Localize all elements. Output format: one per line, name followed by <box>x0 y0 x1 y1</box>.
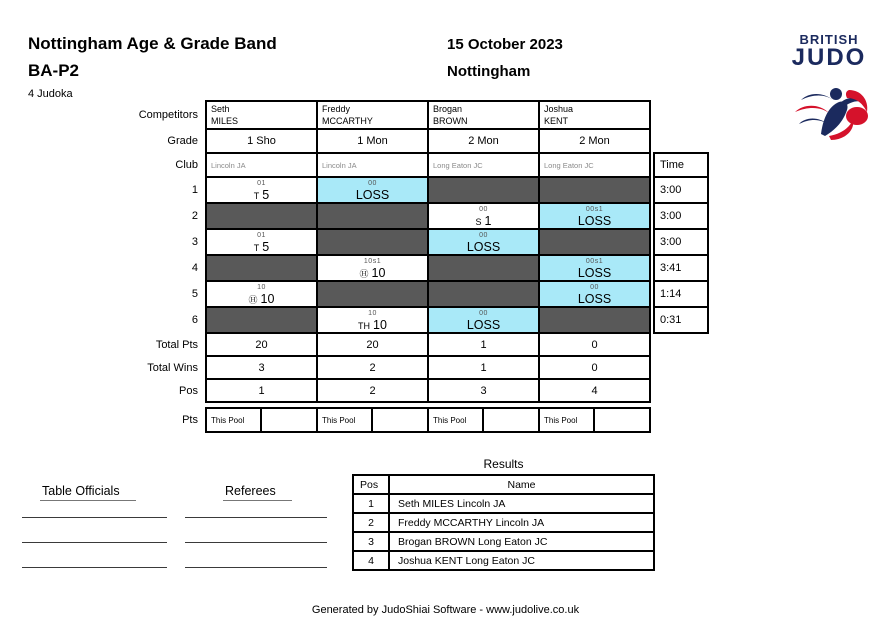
match-time: 1:14 <box>653 280 709 308</box>
event-location: Nottingham <box>447 63 531 80</box>
pos-cell: 2 <box>316 378 429 403</box>
this-pool-box: This Pool <box>538 407 595 433</box>
result-pos: 2 <box>352 512 390 533</box>
match-cell-empty <box>427 176 540 204</box>
loss-label: LOSS <box>466 318 501 332</box>
club-cell: Lincoln JA <box>316 152 429 178</box>
match-row <box>0 228 709 256</box>
results-header-row <box>352 474 655 495</box>
grade-cell: 1 Mon <box>316 128 429 154</box>
grade-cell: 2 Mon <box>427 128 540 154</box>
match-score <box>254 188 269 203</box>
scoreboard-code: 00 <box>590 284 599 291</box>
grade-row <box>0 128 709 154</box>
win-type-symbol: T <box>253 243 260 253</box>
scoreboard-code: 00 <box>479 232 488 239</box>
match-cell-loss <box>538 202 651 230</box>
points-value: 10 <box>371 266 386 280</box>
time-column-header: Time <box>653 152 709 178</box>
club-cell: Lincoln JA <box>205 152 318 178</box>
british-judo-logo <box>783 32 875 151</box>
points-value: 10 <box>373 318 387 332</box>
results-title: Results <box>483 457 524 471</box>
results-row <box>352 550 655 571</box>
scoreboard-code: 00 <box>368 180 377 187</box>
competitor-cell <box>538 100 651 130</box>
competitor-last-name: MCCARTHY <box>322 115 373 126</box>
total-pts-cell: 0 <box>538 332 651 357</box>
match-number: 2 <box>0 202 205 230</box>
pts-column <box>427 407 540 433</box>
match-row <box>0 202 709 230</box>
match-row <box>0 176 709 204</box>
british-judo-logo-figure <box>787 72 871 146</box>
loss-label: LOSS <box>577 292 612 306</box>
total-wins-cell: 3 <box>205 355 318 380</box>
scoreboard-code: 10s1 <box>363 258 382 265</box>
scoreboard-code: 00 <box>479 206 488 213</box>
pos-cell: 3 <box>427 378 540 403</box>
grade-cell: 1 Sho <box>205 128 318 154</box>
match-cell-empty <box>205 202 318 230</box>
match-number: 4 <box>0 254 205 282</box>
competitor-first-name: Joshua <box>544 104 574 114</box>
referees-signature-line <box>185 567 327 568</box>
page-subtitle: BA-P2 <box>28 61 80 80</box>
match-time: 0:31 <box>653 306 709 334</box>
row-label-total-wins: Total Wins <box>0 355 205 380</box>
loss-label: LOSS <box>577 214 612 228</box>
match-time: 3:00 <box>653 176 709 204</box>
match-number: 1 <box>0 176 205 204</box>
logo-text-judo: JUDO <box>791 44 867 71</box>
results-row <box>352 493 655 514</box>
pos-cell: 4 <box>538 378 651 403</box>
match-cell-win <box>205 176 318 204</box>
match-cell-loss <box>538 280 651 308</box>
competitor-first-name: Brogan <box>433 104 463 114</box>
logo-text-british: BRITISH <box>799 32 859 47</box>
pts-value-box <box>482 407 540 433</box>
club-row <box>0 152 709 178</box>
competitor-last-name: KENT <box>544 115 569 126</box>
match-cell-win <box>205 228 318 256</box>
total-wins-cell: 1 <box>427 355 540 380</box>
loss-label: LOSS <box>577 266 612 280</box>
scoreboard-code: 10 <box>257 284 266 291</box>
match-cell-empty <box>427 280 540 308</box>
total-wins-cell: 2 <box>316 355 429 380</box>
win-type-symbol: Ⓗ <box>359 269 369 279</box>
match-cell-loss <box>427 306 540 334</box>
this-pool-box: This Pool <box>205 407 262 433</box>
match-row <box>0 280 709 308</box>
match-score <box>249 292 275 307</box>
match-score <box>254 240 269 255</box>
row-label-pts: Pts <box>0 407 205 433</box>
result-name: Joshua KENT Long Eaton JC <box>388 550 655 571</box>
points-value: 10 <box>260 292 275 306</box>
result-pos: 1 <box>352 493 390 514</box>
competitor-last-name: MILES <box>211 115 239 126</box>
row-label-total-pts: Total Pts <box>0 332 205 357</box>
pts-value-box <box>260 407 318 433</box>
pts-value-box <box>371 407 429 433</box>
scoreboard-code: 00s1 <box>585 206 604 213</box>
judoka-count: 4 Judoka <box>28 88 73 100</box>
results-col-name: Name <box>388 474 655 495</box>
pts-value-box <box>593 407 651 433</box>
match-time: 3:41 <box>653 254 709 282</box>
match-cell-empty <box>538 176 651 204</box>
page-title: Nottingham Age & Grade Band <box>28 34 277 53</box>
result-pos: 3 <box>352 531 390 552</box>
referees-signature-line <box>185 542 327 543</box>
match-cell-empty <box>205 254 318 282</box>
pool-sheet <box>0 100 709 433</box>
pts-column <box>316 407 429 433</box>
match-cell-empty <box>316 202 429 230</box>
points-value: 5 <box>262 240 270 254</box>
match-cell-empty <box>538 228 651 256</box>
result-name: Freddy MCCARTHY Lincoln JA <box>388 512 655 533</box>
total-pts-cell: 20 <box>205 332 318 357</box>
match-number: 6 <box>0 306 205 334</box>
loss-label: LOSS <box>355 188 390 202</box>
this-pool-box: This Pool <box>316 407 373 433</box>
row-label-grade: Grade <box>0 128 205 154</box>
match-cell-empty <box>427 254 540 282</box>
match-cell-empty <box>316 228 429 256</box>
win-type-symbol: T <box>253 191 260 201</box>
total-wins-row <box>0 355 709 380</box>
match-score <box>360 266 386 281</box>
competitor-cell <box>316 100 429 130</box>
result-name: Brogan BROWN Long Eaton JC <box>388 531 655 552</box>
match-cell-loss <box>316 176 429 204</box>
total-pts-cell: 1 <box>427 332 540 357</box>
pts-column <box>205 407 318 433</box>
match-cell-win <box>427 202 540 230</box>
pts-column <box>538 407 651 433</box>
competitor-cell <box>427 100 540 130</box>
footer-credit: Generated by JudoShiai Software - www.judolive.co.uk <box>311 604 580 616</box>
referees-label: Referees <box>223 484 292 501</box>
grade-cell: 2 Mon <box>538 128 651 154</box>
event-date: 15 October 2023 <box>447 36 563 53</box>
competitor-last-name: BROWN <box>433 115 468 126</box>
results-section <box>352 457 655 571</box>
competitor-cell <box>205 100 318 130</box>
match-cell-win <box>316 306 429 334</box>
table-officials-label: Table Officials <box>40 484 136 501</box>
officials-signature-line <box>22 542 167 543</box>
scoreboard-code: 01 <box>257 232 266 239</box>
results-row <box>352 512 655 533</box>
match-time: 3:00 <box>653 228 709 256</box>
club-cell: Long Eaton JC <box>538 152 651 178</box>
match-row <box>0 306 709 334</box>
match-number: 5 <box>0 280 205 308</box>
scoreboard-code: 10 <box>368 310 377 317</box>
match-time: 3:00 <box>653 202 709 230</box>
result-name: Seth MILES Lincoln JA <box>388 493 655 514</box>
total-pts-cell: 20 <box>316 332 429 357</box>
match-number: 3 <box>0 228 205 256</box>
row-label-club: Club <box>0 152 205 178</box>
result-pos: 4 <box>352 550 390 571</box>
referees-signature-line <box>185 517 327 518</box>
match-cell-win <box>316 254 429 282</box>
match-cell-empty <box>205 306 318 334</box>
row-label-competitors: Competitors <box>0 100 205 130</box>
win-type-symbol: S <box>475 217 482 227</box>
points-value: 1 <box>484 214 492 228</box>
win-type-symbol: Ⓗ <box>248 295 258 305</box>
match-cell-empty <box>538 306 651 334</box>
club-cell: Long Eaton JC <box>427 152 540 178</box>
pts-row <box>0 407 709 433</box>
match-cell-win <box>205 280 318 308</box>
match-row <box>0 254 709 282</box>
competitors-row <box>0 100 709 130</box>
points-value: 5 <box>262 188 270 202</box>
match-cell-empty <box>316 280 429 308</box>
competitor-first-name: Freddy <box>322 104 351 114</box>
results-row <box>352 531 655 552</box>
match-score <box>476 214 492 229</box>
match-score <box>358 318 387 333</box>
results-col-pos: Pos <box>352 474 390 495</box>
row-label-pos: Pos <box>0 378 205 403</box>
total-pts-row <box>0 332 709 357</box>
officials-signature-line <box>22 517 167 518</box>
win-type-symbol: TH <box>358 321 371 331</box>
match-cell-loss <box>427 228 540 256</box>
loss-label: LOSS <box>466 240 501 254</box>
total-wins-cell: 0 <box>538 355 651 380</box>
this-pool-box: This Pool <box>427 407 484 433</box>
match-cell-loss <box>538 254 651 282</box>
pos-row <box>0 378 709 403</box>
scoreboard-code: 00s1 <box>585 258 604 265</box>
officials-signature-line <box>22 567 167 568</box>
scoreboard-code: 01 <box>257 180 266 187</box>
pos-cell: 1 <box>205 378 318 403</box>
competitor-first-name: Seth <box>211 104 230 114</box>
scoreboard-code: 00 <box>479 310 488 317</box>
